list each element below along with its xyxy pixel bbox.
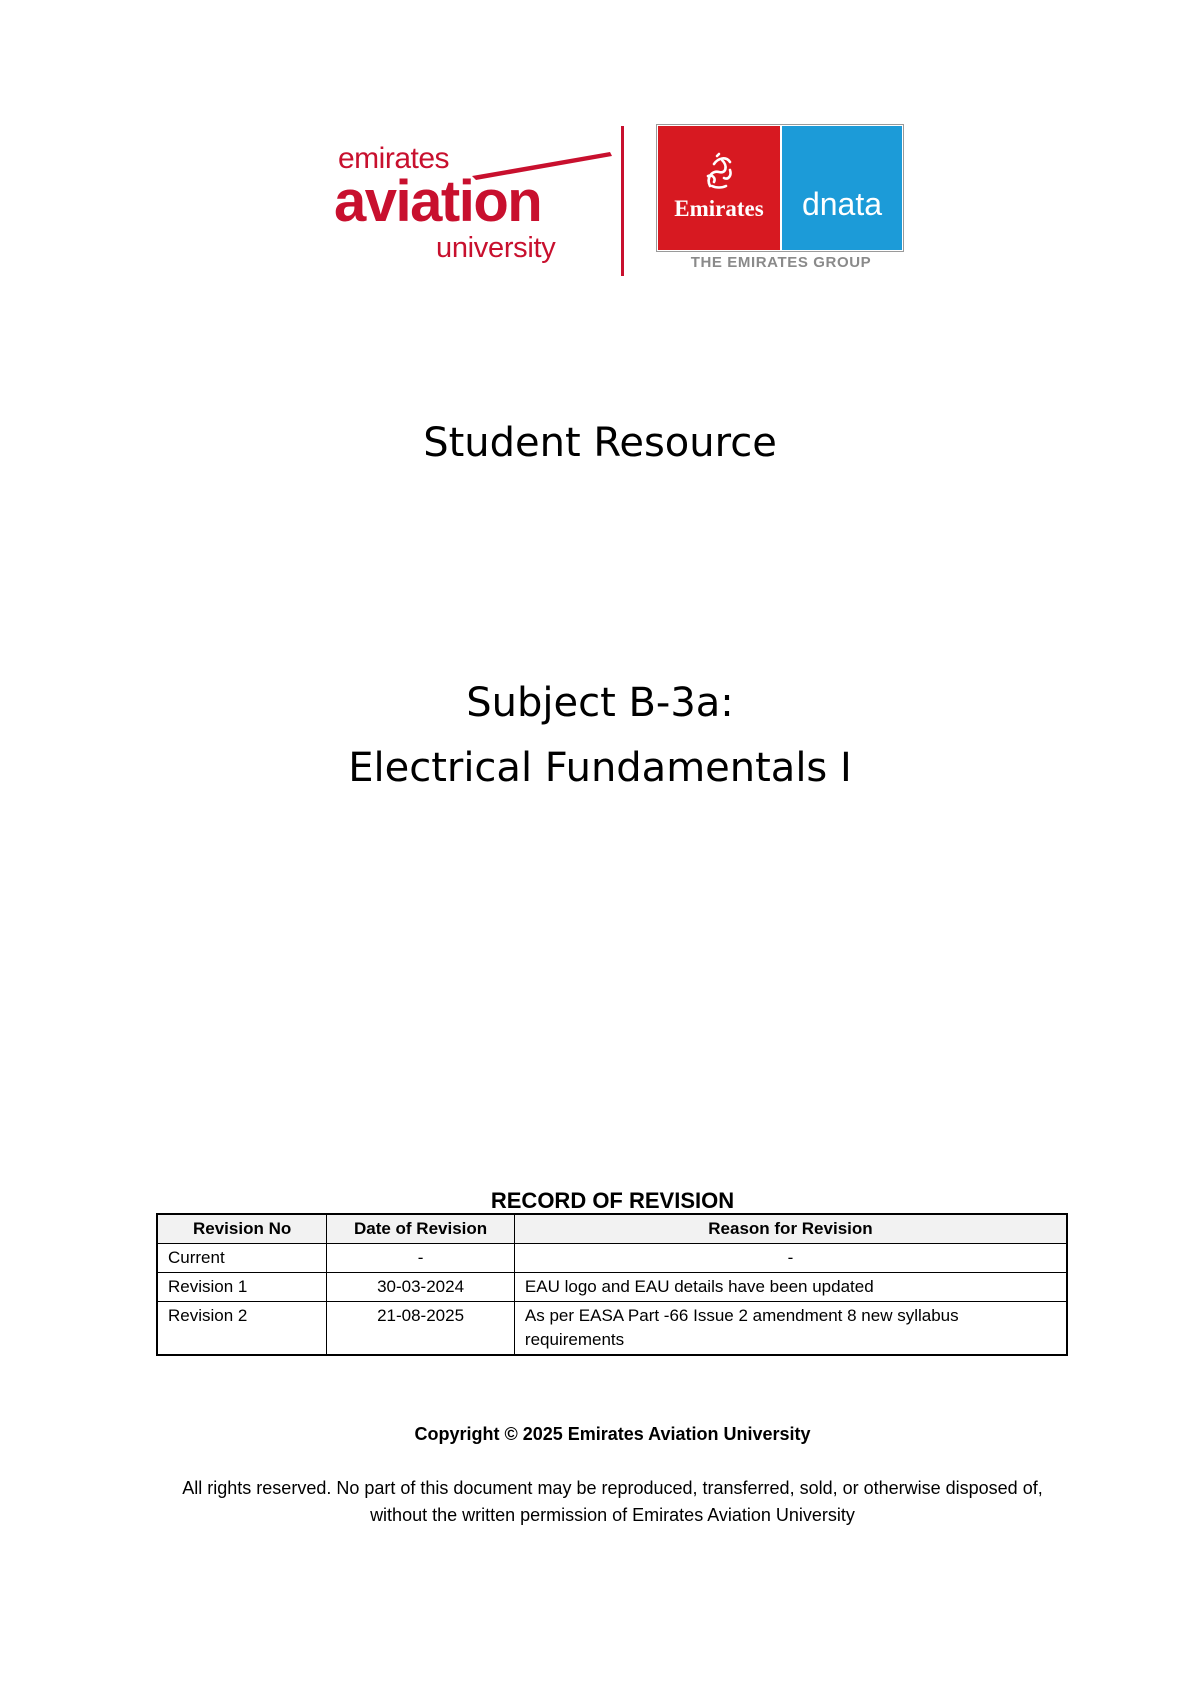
- emirates-logo-box: [658, 126, 780, 250]
- document-title: Student Resource: [423, 420, 777, 466]
- rights-statement-line-2: without the written permission of Emirates Aviation University: [370, 1505, 855, 1525]
- column-header: Revision No: [157, 1214, 327, 1244]
- revision-no-cell: Revision 2: [157, 1302, 327, 1356]
- dnata-wordmark: dnata: [801, 186, 883, 222]
- revision-reason-cell: -: [514, 1244, 1067, 1273]
- eau-logo-line-university: university: [436, 232, 556, 264]
- table-row: [157, 1244, 1067, 1273]
- column-header: Reason for Revision: [514, 1214, 1067, 1244]
- copyright-notice: Copyright © 2025 Emirates Aviation University: [414, 1424, 811, 1444]
- header-logos: [332, 122, 912, 282]
- eau-logo: [332, 142, 602, 272]
- logo-divider: [621, 126, 624, 276]
- dnata-logo-box: [782, 126, 902, 250]
- revision-reason-cell: As per EASA Part -66 Issue 2 amendment 8 new syllabus requirements: [514, 1302, 1067, 1356]
- column-header: Date of Revision: [327, 1214, 515, 1244]
- emirates-wordmark: Emirates: [674, 196, 764, 221]
- table-row: [157, 1302, 1067, 1356]
- emirates-calligraphy-icon: [702, 152, 736, 192]
- revision-heading: RECORD OF REVISION: [490, 1188, 735, 1213]
- emirates-group-logo: [658, 126, 904, 276]
- subject-code: Subject B-3a:: [466, 680, 734, 726]
- revision-reason-cell: EAU logo and EAU details have been updated: [514, 1273, 1067, 1302]
- rights-statement-line-1: All rights reserved. No part of this document may be reproduced, transferred, sold, or otherwise disposed of,: [182, 1478, 1043, 1498]
- revision-no-cell: Revision 1: [157, 1273, 327, 1302]
- revision-date-cell: 21-08-2025: [327, 1302, 515, 1356]
- revision-date-cell: 30-03-2024: [327, 1273, 515, 1302]
- emirates-group-caption: THE EMIRATES GROUP: [690, 254, 872, 271]
- table-row: [157, 1273, 1067, 1302]
- revision-no-cell: Current: [157, 1244, 327, 1273]
- revision-date-cell: -: [327, 1244, 515, 1273]
- eau-logo-line-aviation: aviation: [334, 169, 542, 234]
- eau-logo-line-emirates: emirates: [338, 142, 450, 175]
- revision-table: [156, 1213, 1068, 1356]
- table-header-row: [157, 1214, 1067, 1244]
- subject-name: Electrical Fundamentals I: [348, 745, 852, 791]
